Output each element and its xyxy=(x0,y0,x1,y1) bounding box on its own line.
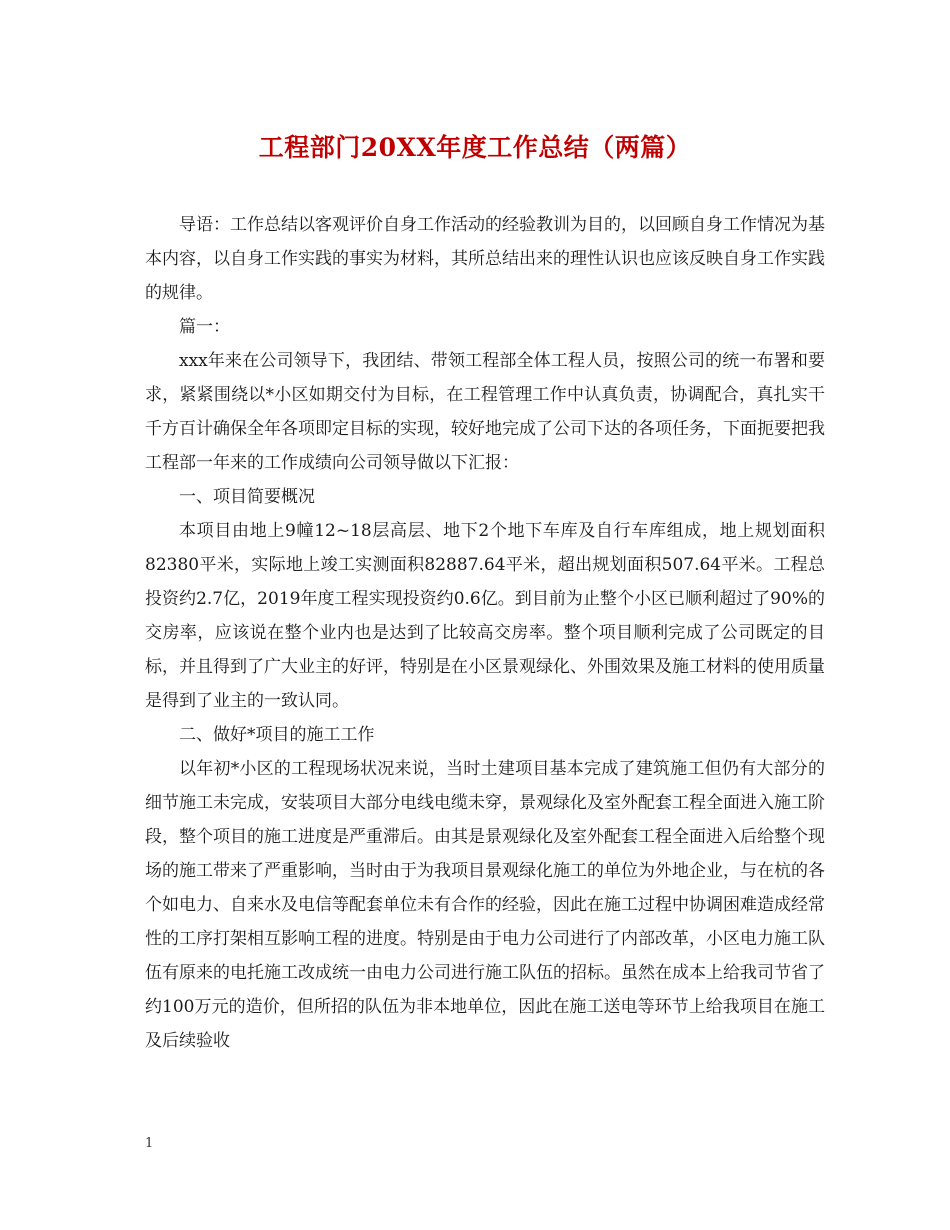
paragraph-summary: xxx年来在公司领导下，我团结、带领工程部全体工程人员，按照公司的统一布署和要求，紧紧围绕以*小区如期交付为目标，在工程管理工作中认真负责，协调配合，真扎实干千方百计确保全年各项即定目标的实现，较好地完成了公司下达的各项任务，下面扼要把我工程部一年来的工作成绩向公司领导做以下汇报： xyxy=(145,351,825,473)
section-heading-construction-work: 二、做好*项目的施工工作 xyxy=(179,725,375,745)
paragraph-project-overview: 本项目由地上9幢12~18层高层、地下2个地下车库及自行车库组成，地上规划面积82380平米，实际地上竣工实测面积82887.64平米，超出规划面积507.64平米。工程总投资约2.7亿，2019年度工程实现投资约0.6亿。到目前为止整个小区已顺利超过了90%的交房率，应该说在整个业内也是达到了比较高交房率。整个项目顺利完成了公司既定的目标，并且得到了广大业主的好评，特别是在小区景观绿化、外围效果及施工材料的使用质量是得到了业主的一致认同。 xyxy=(145,521,825,711)
section-heading-project-overview: 一、项目简要概况 xyxy=(179,487,315,507)
paragraph-construction-work: 以年初*小区的工程现场状况来说，当时土建项目基本完成了建筑施工但仍有大部分的细节施工未完成，安装项目大部分电线电缆未穿，景观绿化及室外配套工程全面进入施工阶段，整个项目的施工进度是严重滞后。由其是景观绿化及室外配套工程全面进入后给整个现场的施工带来了严重影响，当时由于为我项目景观绿化施工的单位为外地企业，与在杭的各个如电力、自来水及电信等配套单位未有合作的经验，因此在施工过程中协调困难造成经常性的工序打架相互影响工程的进度。特别是由于电力公司进行了内部改革，小区电力施工队伍有原来的电托施工改成统一由电力公司进行施工队伍的招标。虽然在成本上给我司节省了约100万元的造价，但所招的队伍为非本地单位，因此在施工送电等环节上给我项目在施工及后续验收 xyxy=(145,759,825,1051)
page-number: 1 xyxy=(145,1136,154,1151)
document-body xyxy=(145,208,825,1058)
document-title: 工程部门20XX年度工作总结（两篇） xyxy=(258,133,692,162)
paragraph-intro: 导语：工作总结以客观评价自身工作活动的经验教训为目的，以回顾自身工作情况为基本内容，以自身工作实践的事实为材料，其所总结出来的理性认识也应该反映自身工作实践的规律。 xyxy=(145,215,825,303)
paragraph-part-one-label: 篇一： xyxy=(179,317,230,337)
